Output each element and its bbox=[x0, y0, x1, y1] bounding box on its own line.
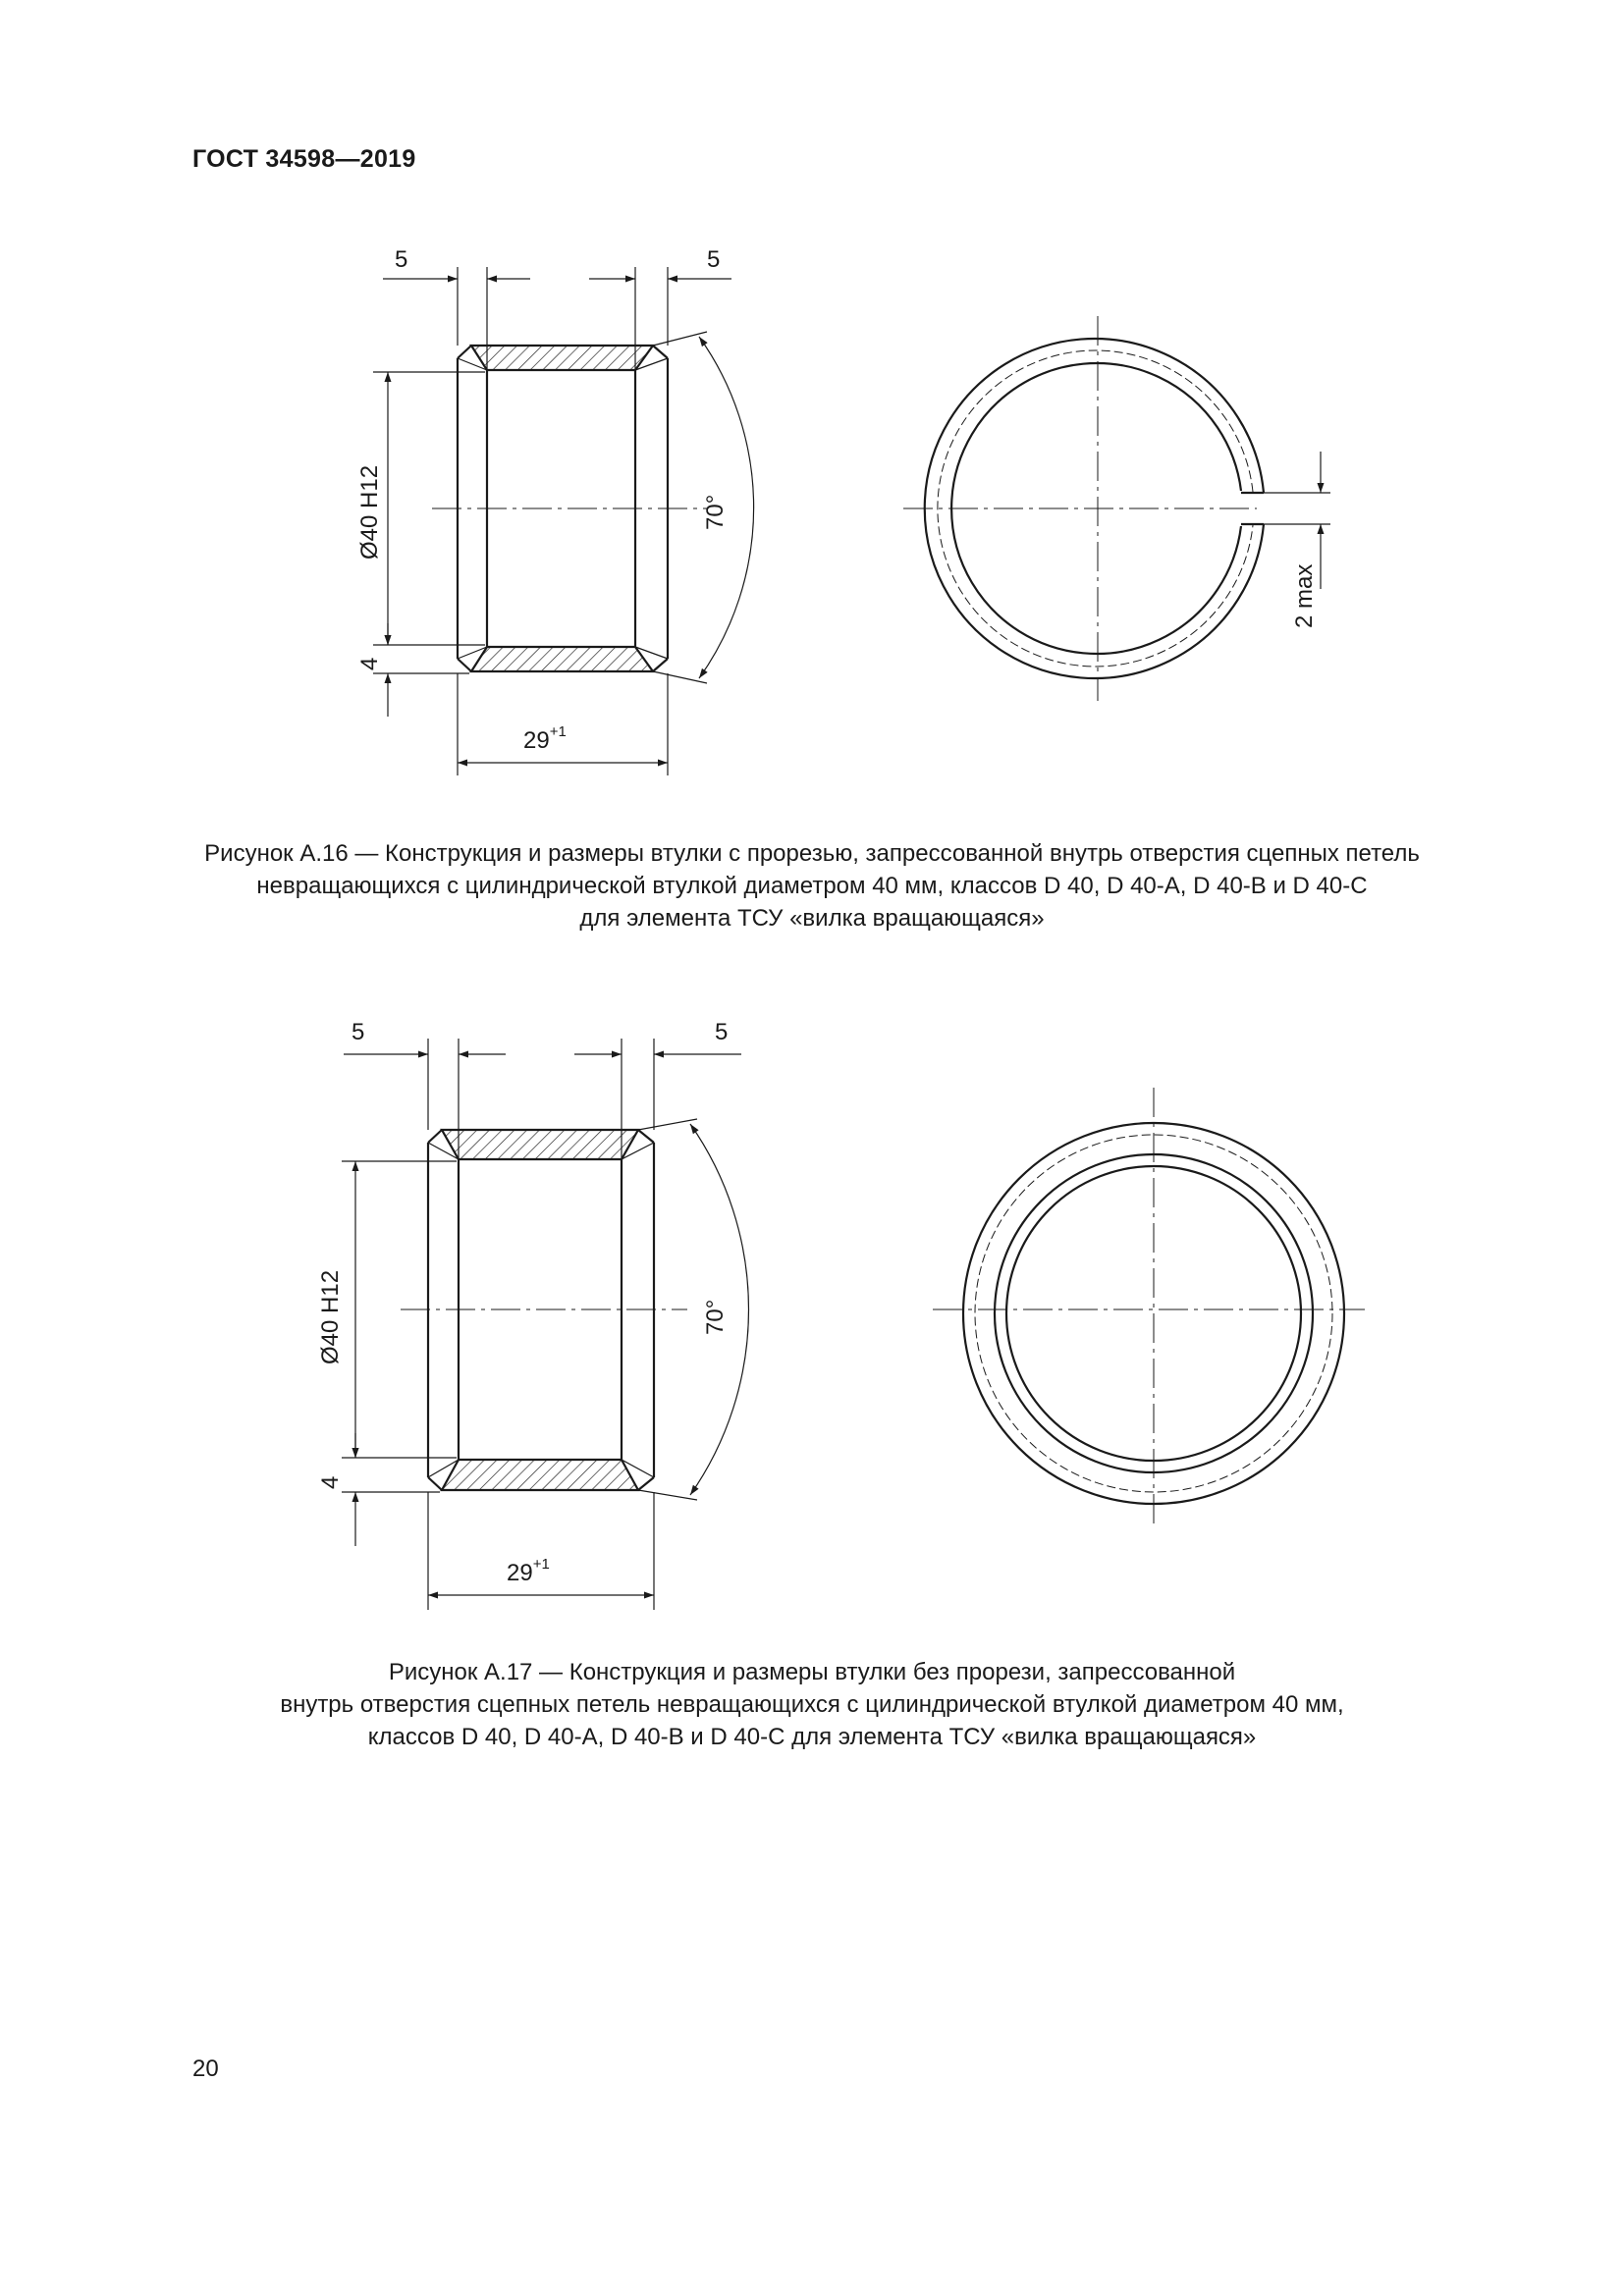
dim-angle: 70° bbox=[702, 1299, 729, 1335]
dim-wall: 4 bbox=[317, 1475, 344, 1489]
caption-a16-line-1: Рисунок А.16 — Конструкция и размеры втулки с прорезью, запрессованной внутрь отверстия сцепных петель bbox=[204, 840, 1420, 867]
caption-a16-line-2: невращающихся с цилиндрической втулкой диаметром 40 мм, классов D 40, D 40-A, D 40-B и D 40-C bbox=[256, 873, 1368, 899]
dimensions-a16 bbox=[373, 267, 754, 775]
slotted-ring-view bbox=[903, 316, 1330, 701]
caption-a17 bbox=[0, 1656, 1624, 1753]
caption-a17-line-2: внутрь отверстия сцепных петель невращающихся с цилиндрической втулкой диаметром 40 мм, bbox=[280, 1691, 1344, 1718]
dim-diameter: Ø40 H12 bbox=[317, 1269, 344, 1364]
solid-ring-view bbox=[933, 1088, 1365, 1527]
caption-a17-line-3: классов D 40, D 40-A, D 40-B и D 40-C для элемента ТСУ «вилка вращающаяся» bbox=[367, 1724, 1257, 1750]
standard-header: ГОСТ 34598—2019 bbox=[192, 145, 416, 173]
dimension-labels-a16 bbox=[356, 246, 729, 754]
caption-a16 bbox=[0, 837, 1624, 934]
dimensions-a17 bbox=[342, 1039, 748, 1610]
dim-chamfer-left: 5 bbox=[352, 1019, 365, 1045]
dimension-labels-a17 bbox=[317, 1019, 729, 1586]
caption-a17-line-1: Рисунок А.17 — Конструкция и размеры втулки без прорези, запрессованной bbox=[388, 1659, 1236, 1685]
dim-chamfer-right: 5 bbox=[707, 246, 721, 273]
dim-wall: 4 bbox=[356, 657, 383, 670]
figure-a16-drawing bbox=[0, 0, 1624, 805]
dim-slot: 2 max bbox=[1291, 563, 1318, 628]
caption-a16-line-3: для элемента ТСУ «вилка вращающаяся» bbox=[579, 905, 1045, 932]
dim-angle: 70° bbox=[702, 494, 729, 530]
dim-chamfer-right: 5 bbox=[715, 1019, 729, 1045]
dim-length: $29^{+1}$ bbox=[523, 723, 567, 754]
dim-length: $29^{+1}$ bbox=[507, 1556, 550, 1586]
dim-chamfer-left: 5 bbox=[395, 246, 408, 273]
dim-diameter: Ø40 H12 bbox=[356, 464, 383, 560]
page-number: 20 bbox=[192, 2056, 219, 2082]
figure-a17-drawing bbox=[0, 982, 1624, 1649]
